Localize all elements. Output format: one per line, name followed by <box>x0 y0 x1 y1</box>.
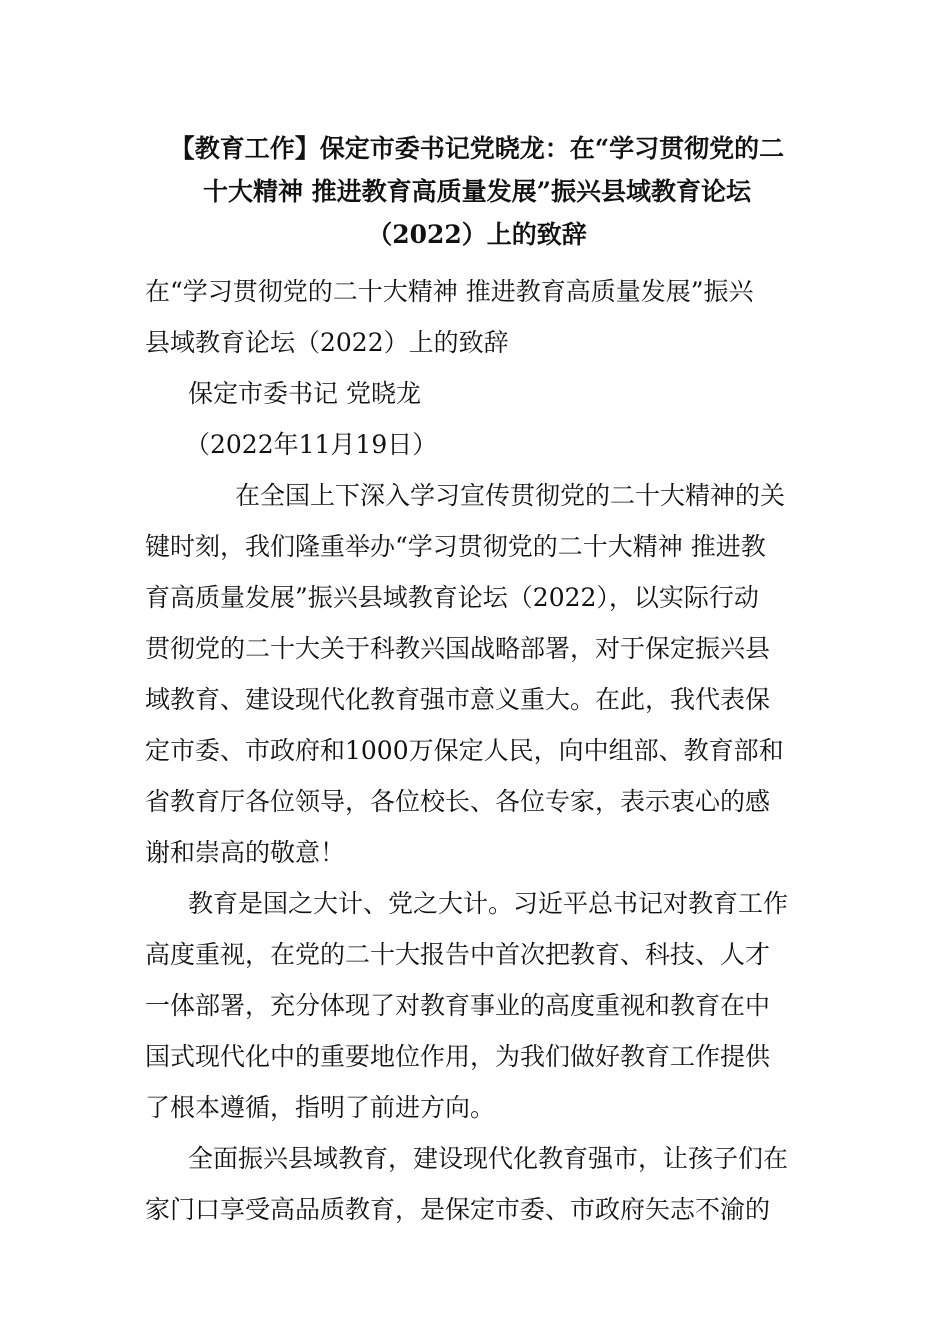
paragraph-line: 高度重视，在党的二十大报告中首次把教育、科技、人才 <box>145 940 771 969</box>
paragraph-2 <box>145 878 809 1133</box>
paragraph-line: 在全国上下深入学习宣传贯彻党的二十大精神的关 <box>235 481 786 510</box>
document-page <box>145 127 809 1235</box>
document-title <box>145 127 809 256</box>
paragraph-line: 教育是国之大计、党之大计。习近平总书记对教育工作 <box>188 889 789 918</box>
paragraph-line: 一体部署，充分体现了对教育事业的高度重视和教育在中 <box>145 991 771 1020</box>
paragraph-line: 家门口享受高品质教育，是保定市委、市政府矢志不渝的 <box>145 1195 771 1224</box>
date-line: （2022年11月19日） <box>185 430 438 459</box>
paragraph-line: 定市委、市政府和1000万保定人民，向中组部、教育部和 <box>145 736 784 765</box>
title-line: 【教育工作】保定市委书记党晓龙：在“学习贯彻党的二 <box>169 134 785 163</box>
author-line: 保定市委书记 党晓龙 <box>188 379 421 408</box>
paragraph-line: 全面振兴县域教育，建设现代化教育强市，让孩子们在 <box>188 1144 789 1173</box>
paragraph-3 <box>145 1133 809 1235</box>
paragraph-line: 国式现代化中的重要地位作用，为我们做好教育工作提供 <box>145 1042 771 1071</box>
paragraph-line: 域教育、建设现代化教育强市意义重大。在此，我代表保 <box>145 685 771 714</box>
title-line: （2022）上的致辞 <box>367 220 587 249</box>
document-subtitle <box>145 266 809 368</box>
subtitle-line: 在“学习贯彻党的二十大精神 推进教育高质量发展”振兴 <box>145 277 754 306</box>
paragraph-line: 省教育厅各位领导，各位校长、各位专家，表示衷心的感 <box>145 787 771 816</box>
title-line: 十大精神 推进教育高质量发展”振兴县域教育论坛 <box>202 177 752 206</box>
paragraph-line: 贯彻党的二十大关于科教兴国战略部署，对于保定振兴县 <box>145 634 771 663</box>
paragraph-1 <box>145 470 809 878</box>
paragraph-line: 育高质量发展”振兴县域教育论坛（2022），以实际行动 <box>145 583 759 612</box>
paragraph-line: 了根本遵循，指明了前进方向。 <box>145 1093 496 1122</box>
subtitle-line: 县域教育论坛（2022）上的致辞 <box>145 328 509 357</box>
paragraph-line: 键时刻，我们隆重举办“学习贯彻党的二十大精神 推进教 <box>145 532 766 561</box>
paragraph-line: 谢和崇高的敬意！ <box>145 838 346 867</box>
